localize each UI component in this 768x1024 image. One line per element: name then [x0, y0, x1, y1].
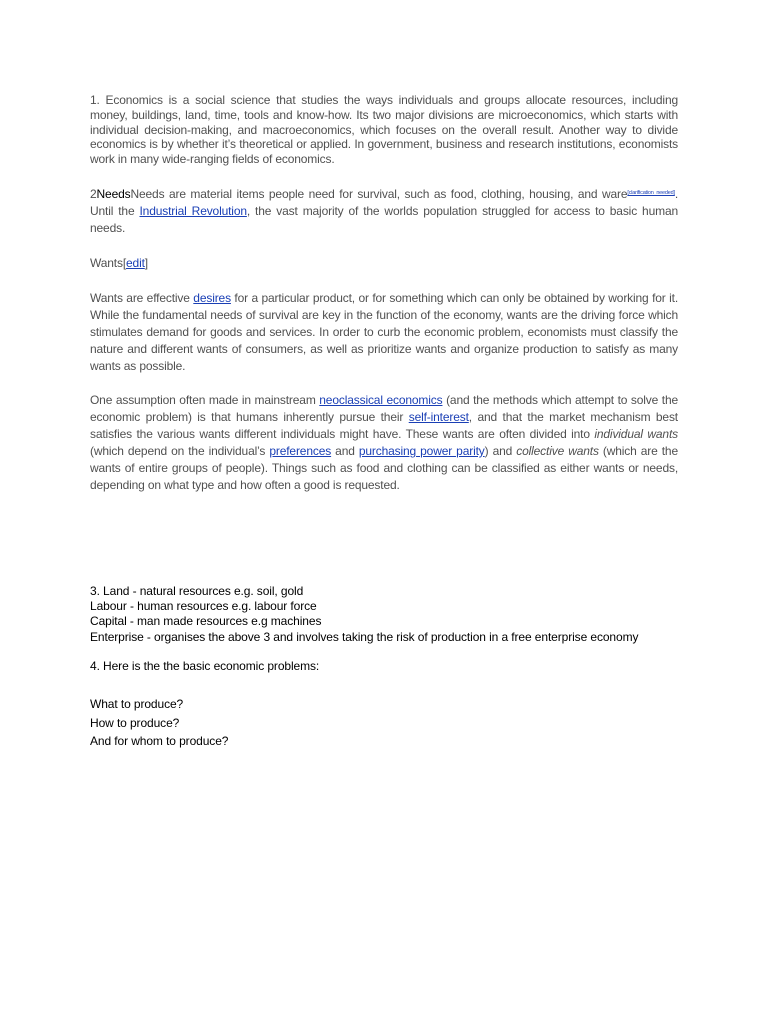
paragraph-wants [90, 290, 678, 375]
neo-text-d: (which depend on the individual’s [90, 444, 270, 458]
edit-link[interactable]: edit [126, 256, 145, 270]
basic-problems-intro: 4. Here is the the basic economic problems: [90, 659, 320, 673]
collective-wants-term: collective wants [516, 444, 599, 458]
problem-how: How to produce? [90, 715, 180, 730]
neo-text-b: (and the methods which attempt to solve the economic problem) is that humans inherently pursue their [90, 393, 678, 424]
paragraph-needs [90, 185, 678, 237]
self-interest-link[interactable]: self-interest [408, 410, 469, 424]
basic-problems-list [90, 695, 678, 751]
wants-heading-title: Wants [90, 256, 123, 270]
neo-text-a: One assumption often made in mainstream [90, 393, 320, 407]
clarification-needed-link[interactable]: [clarification needed] [627, 190, 675, 196]
neo-text-e: and [331, 444, 359, 458]
edit-bracket-open: [ [122, 256, 127, 270]
neoclassical-economics-link[interactable]: neoclassical economics [319, 393, 443, 407]
industrial-revolution-link[interactable]: Industrial Revolution [139, 204, 247, 218]
factor-line-capital: Capital - man made resources e.g machines [90, 614, 322, 629]
factor-line-land: 3. Land - natural resources e.g. soil, gold [90, 584, 304, 598]
needs-text-a: Needs are material items people need for survival, such as food, clothing, housing, and ware [130, 187, 628, 201]
problem-what: What to produce? [90, 697, 184, 711]
needs-heading: Needs [96, 187, 131, 201]
individual-wants-term: individual wants [594, 427, 678, 441]
wants-text-b: for a particular product, or for something which can only be obtained by working for it. While the fundamental needs of survival are key in the function of the economy, wants are the driving force which stimulates demand for goods and services. In order to curb the economic problem, economists must classify the nature and different wants of consumers, as well as prioritize wants and organize production to satisfy as many wants as possible. [90, 291, 678, 373]
wants-section-heading [90, 256, 678, 271]
clarification-needed-note [627, 190, 674, 196]
desires-link[interactable]: desires [193, 291, 231, 305]
neo-text-f: ) and [484, 444, 517, 458]
needs-text-c: , the vast majority of the worlds population struggled for access to basic human needs. [90, 204, 678, 235]
needs-number: 2 [90, 187, 97, 201]
needs-text-b: . Until the [90, 187, 678, 218]
edit-bracket-close: ] [144, 256, 148, 270]
factor-line-enterprise: Enterprise - organises the above 3 and involves taking the risk of production in a free enterprise economy [90, 629, 639, 644]
factor-line-labour: Labour - human resources e.g. labour force [90, 599, 317, 614]
paragraph-text: 1. Economics is a social science that studies the ways individuals and groups allocate resources, including money, buildings, land, time, tools and know-how. Its two major divisions are microeconomics, which starts with individual decision-making, and macroeconomics, which focuses on the overall result. Another way to divide economics is by whether it’s theoretical or applied. In government, business and research institutions, economists work in many wide-ranging fields of economics. [90, 93, 678, 167]
purchasing-power-parity-link[interactable]: purchasing power parity [358, 444, 485, 458]
neo-text-c: , and that the market mechanism best satisfies the various wants different individuals might have. These wants are often divided into [90, 410, 678, 441]
preferences-link[interactable]: preferences [269, 444, 332, 458]
wants-text-a: Wants are effective [90, 291, 194, 305]
neo-text-g: (which are the wants of entire groups of people). Things such as food and clothing can be classified as either wants or needs, depending on what type and how often a good is requested. [90, 444, 678, 492]
paragraph-neoclassical [90, 392, 678, 494]
factors-of-production-list [90, 584, 710, 645]
paragraph-economics-definition [90, 93, 678, 167]
problem-for-whom: And for whom to produce? [90, 734, 229, 748]
